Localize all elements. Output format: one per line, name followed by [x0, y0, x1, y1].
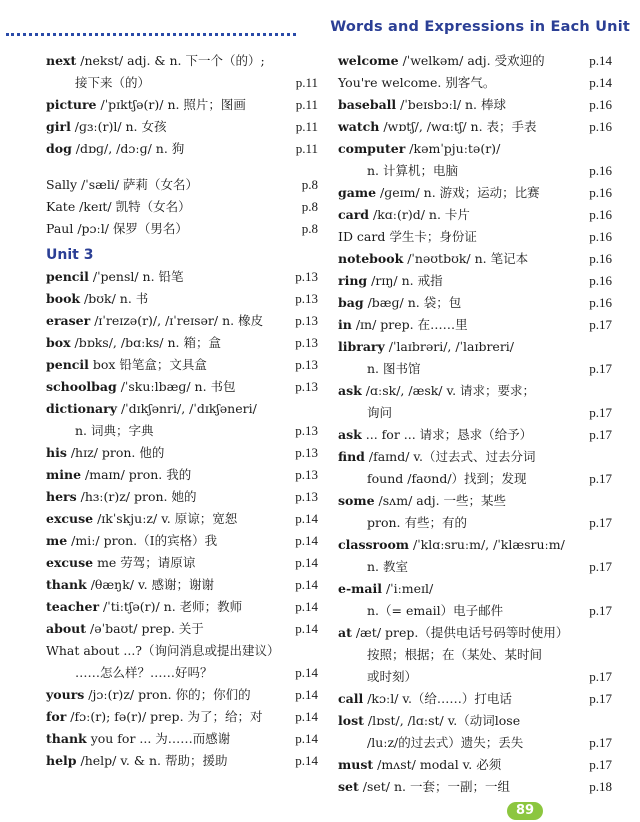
vocab-entry	[338, 468, 612, 490]
entry-page: p.17	[589, 691, 612, 706]
entry-text: n. 图书馆	[367, 361, 421, 376]
entry-text: some /sʌm/ adj. 一些；某些	[338, 493, 507, 508]
vocab-entry	[338, 292, 612, 314]
vocab-entry	[338, 622, 612, 644]
unit-heading: Unit 3	[46, 247, 94, 263]
entry-text: notebook /ˈnəʊtbʊk/ n. 笔记本	[338, 251, 529, 266]
entry-text: What about ...?（询问消息或提出建议）	[46, 643, 280, 658]
entry-page: p.17	[589, 735, 612, 750]
vocab-entry	[46, 442, 318, 464]
entry-page: p.13	[295, 467, 318, 482]
entry-text: picture /ˈpɪktʃə(r)/ n. 照片；图画	[46, 97, 246, 112]
vocab-entry	[338, 710, 612, 732]
spacer	[46, 160, 318, 174]
entry-page: p.17	[589, 471, 612, 486]
entry-page: p.17	[589, 603, 612, 618]
vocab-entry	[46, 420, 318, 442]
vocab-entry	[338, 138, 612, 160]
vocab-entry	[46, 196, 318, 218]
vocab-entry	[46, 662, 318, 684]
entry-text: baseball /ˈbeɪsbɔːl/ n. 棒球	[338, 97, 506, 112]
entry-text: welcome /ˈwelkəm/ adj. 受欢迎的	[338, 53, 545, 68]
entry-text: 或时刻）	[367, 669, 418, 684]
entry-text: n. 词典；字典	[75, 423, 154, 438]
vocab-entry	[46, 332, 318, 354]
vocab-entry	[338, 644, 612, 666]
entry-text: thank /θæŋk/ v. 感谢；谢谢	[46, 577, 215, 592]
entry-text: ……怎么样？……好吗？	[75, 665, 213, 680]
entry-page: p.16	[589, 273, 612, 288]
vocab-entry	[338, 94, 612, 116]
entry-text: 询问	[367, 405, 393, 420]
entry-page: p.16	[589, 163, 612, 178]
entry-page: p.14	[295, 621, 318, 636]
entry-page: p.13	[295, 423, 318, 438]
entry-text: Sally /ˈsæli/ 萨莉（女名）	[46, 177, 199, 192]
entry-text: help /help/ v. & n. 帮助；援助	[46, 753, 228, 768]
vocab-entry	[338, 556, 612, 578]
vocab-entry	[46, 116, 318, 138]
entry-page: p.14	[295, 511, 318, 526]
entry-page: p.11	[295, 75, 318, 90]
entry-text: 接下来（的）	[75, 75, 151, 90]
vocab-entry	[46, 94, 318, 116]
vocab-entry	[338, 490, 612, 512]
entry-text: excuse /ɪkˈskjuːz/ v. 原谅；宽恕	[46, 511, 238, 526]
vocab-entry	[338, 226, 612, 248]
entry-text: 按照；根据；在（某处、某时间	[367, 647, 543, 662]
vocab-entry	[46, 706, 318, 728]
entry-text: bag /bæɡ/ n. 袋；包	[338, 295, 462, 310]
right-group	[338, 50, 612, 798]
vocab-entry	[46, 464, 318, 486]
entry-text: me /miː/ pron.（I的宾格）我	[46, 533, 218, 548]
vocab-entry	[338, 358, 612, 380]
vocab-entry	[46, 376, 318, 398]
entry-text: ask /ɑːsk/, /æsk/ v. 请求；要求；	[338, 383, 536, 398]
entry-page: p.16	[589, 119, 612, 134]
entry-text: his /hɪz/ pron. 他的	[46, 445, 165, 460]
vocab-entry	[338, 666, 612, 688]
vocab-entry	[338, 754, 612, 776]
entry-page: p.14	[295, 555, 318, 570]
entry-page: p.14	[295, 687, 318, 702]
left-column	[46, 50, 318, 772]
entry-text: pron. 有些；有的	[367, 515, 468, 530]
vocab-entry	[338, 776, 612, 798]
entry-page: p.13	[295, 335, 318, 350]
vocab-entry	[338, 270, 612, 292]
entry-page: p.14	[295, 665, 318, 680]
entry-text: eraser /ɪˈreɪzə(r)/, /ɪˈreɪsər/ n. 橡皮	[46, 313, 264, 328]
entry-text: library /ˈlaɪbrəri/, /ˈlaɪbreri/	[338, 339, 515, 354]
entry-text: /luːz/的过去式）遗失；丢失	[367, 735, 524, 750]
vocab-entry	[338, 248, 612, 270]
entry-page: p.11	[295, 141, 318, 156]
vocab-entry	[338, 336, 612, 358]
entry-page: p.18	[589, 779, 612, 794]
page-number-badge: 89	[507, 802, 543, 820]
vocab-entry	[46, 174, 318, 196]
entry-page: p.17	[589, 559, 612, 574]
vocab-entry	[46, 218, 318, 240]
vocab-entry	[46, 354, 318, 376]
entry-page: p.13	[295, 269, 318, 284]
vocab-entry	[338, 160, 612, 182]
vocab-entry	[338, 402, 612, 424]
header-title: Words and Expressions in Each Unit	[330, 19, 630, 35]
entry-page: p.13	[295, 291, 318, 306]
entry-page: p.14	[295, 533, 318, 548]
entry-text: n.（= email）电子邮件	[367, 603, 504, 618]
entry-text: pencil /ˈpensl/ n. 铅笔	[46, 269, 184, 284]
entry-page: p.11	[295, 119, 318, 134]
entry-text: call /kɔːl/ v.（给……）打电话	[338, 691, 512, 706]
vocab-entry	[338, 50, 612, 72]
entry-text: found /faʊnd/）找到；发现	[367, 471, 527, 486]
entry-text: yours /jɔː(r)z/ pron. 你的；你们的	[46, 687, 251, 702]
dotted-rule	[6, 33, 296, 36]
entry-text: thank you for ... 为……而感谢	[46, 731, 231, 746]
entry-text: n. 教室	[367, 559, 408, 574]
entry-page: p.14	[295, 709, 318, 724]
vocab-entry	[46, 640, 318, 662]
entry-page: p.8	[301, 221, 318, 236]
entry-page: p.16	[589, 207, 612, 222]
vocab-entry	[46, 486, 318, 508]
vocab-entry	[338, 600, 612, 622]
entry-text: You're welcome. 别客气。	[338, 75, 496, 90]
vocab-entry	[46, 728, 318, 750]
entry-page: p.13	[295, 357, 318, 372]
entry-text: next /nekst/ adj. & n. 下一个（的）;	[46, 53, 265, 68]
entry-page: p.13	[295, 489, 318, 504]
names-group	[46, 174, 318, 240]
entry-page: p.14	[589, 75, 612, 90]
entry-text: mine /maɪn/ pron. 我的	[46, 467, 192, 482]
entry-text: book /bʊk/ n. 书	[46, 291, 149, 306]
entry-page: p.14	[295, 731, 318, 746]
entry-text: pencil box 铅笔盒；文具盒	[46, 357, 207, 372]
vocab-entry	[46, 50, 318, 72]
vocab-entry	[338, 534, 612, 556]
vocab-entry	[338, 204, 612, 226]
entry-page: p.13	[295, 379, 318, 394]
entry-page: p.8	[301, 199, 318, 214]
right-column	[338, 50, 612, 798]
entry-text: hers /hɜː(r)z/ pron. 她的	[46, 489, 197, 504]
entry-text: excuse me 劳驾；请原谅	[46, 555, 196, 570]
entry-text: Paul /pɔːl/ 保罗（男名）	[46, 221, 188, 236]
entry-page: p.17	[589, 669, 612, 684]
vocab-entry	[338, 512, 612, 534]
entry-text: card /kɑː(r)d/ n. 卡片	[338, 207, 470, 222]
vocab-entry	[338, 446, 612, 468]
entry-page: p.17	[589, 405, 612, 420]
entry-text: at /æt/ prep.（提供电话号码等时使用）	[338, 625, 569, 640]
entry-page: p.16	[589, 97, 612, 112]
entry-text: must /mʌst/ modal v. 必须	[338, 757, 502, 772]
vocab-entry	[46, 552, 318, 574]
entry-page: p.8	[301, 177, 318, 192]
entry-page: p.16	[589, 229, 612, 244]
entry-page: p.14	[295, 577, 318, 592]
entry-text: find /faɪnd/ v.（过去式、过去分词	[338, 449, 536, 464]
entry-text: game /ɡeɪm/ n. 游戏；运动；比赛	[338, 185, 540, 200]
entry-text: about /əˈbaʊt/ prep. 关于	[46, 621, 204, 636]
vocab-entry	[338, 72, 612, 94]
vocab-entry	[46, 508, 318, 530]
vocab-entry	[46, 310, 318, 332]
vocab-entry	[46, 288, 318, 310]
entry-text: classroom /ˈklɑːsruːm/, /ˈklæsruːm/	[338, 537, 565, 552]
entry-text: computer /kəmˈpjuːtə(r)/	[338, 141, 501, 156]
entry-text: set /set/ n. 一套；一副；一组	[338, 779, 510, 794]
entry-text: schoolbag /ˈskuːlbæɡ/ n. 书包	[46, 379, 236, 394]
vocab-entry	[46, 530, 318, 552]
entry-text: ring /rɪŋ/ n. 戒指	[338, 273, 443, 288]
entry-text: e-mail /ˈiːmeɪl/	[338, 581, 434, 596]
vocab-entry	[46, 750, 318, 772]
entry-page: p.16	[589, 295, 612, 310]
entry-page: p.17	[589, 317, 612, 332]
vocab-entry	[46, 596, 318, 618]
vocab-entry	[46, 574, 318, 596]
entry-page: p.17	[589, 757, 612, 772]
vocab-entry	[46, 72, 318, 94]
entry-page: p.17	[589, 361, 612, 376]
entry-page: p.13	[295, 445, 318, 460]
page-header	[0, 0, 640, 52]
vocab-entry	[338, 314, 612, 336]
entry-page: p.13	[295, 313, 318, 328]
vocab-entry	[338, 116, 612, 138]
entry-page: p.16	[589, 251, 612, 266]
entry-text: lost /lɒst/, /lɑːst/ v.（动词lose	[338, 713, 521, 728]
entry-text: watch /wɒtʃ/, /wɑːtʃ/ n. 表；手表	[338, 119, 537, 134]
entry-text: dog /dɒɡ/, /dɔːɡ/ n. 狗	[46, 141, 185, 156]
entry-page: p.11	[295, 97, 318, 112]
entry-text: girl /ɡɜː(r)l/ n. 女孩	[46, 119, 167, 134]
entry-page: p.14	[295, 753, 318, 768]
vocab-entry	[46, 398, 318, 420]
entry-text: n. 计算机；电脑	[367, 163, 458, 178]
entry-page: p.16	[589, 185, 612, 200]
entry-text: for /fɔː(r); fə(r)/ prep. 为了；给；对	[46, 709, 263, 724]
vocab-entry	[46, 684, 318, 706]
vocab-entry	[338, 732, 612, 754]
entry-text: ID card 学生卡；身份证	[338, 229, 477, 244]
entry-page: p.14	[589, 53, 612, 68]
vocab-entry	[46, 266, 318, 288]
entry-text: Kate /keɪt/ 凯特（女名）	[46, 199, 191, 214]
entry-text: teacher /ˈtiːtʃə(r)/ n. 老师；教师	[46, 599, 243, 614]
vocab-entry	[338, 578, 612, 600]
entry-text: dictionary /ˈdɪkʃənri/, /ˈdɪkʃəneri/	[46, 401, 257, 416]
vocab-entry	[338, 380, 612, 402]
entry-text: in /ɪn/ prep. 在……里	[338, 317, 468, 332]
entry-page: p.14	[295, 599, 318, 614]
vocab-entry	[46, 618, 318, 640]
vocab-entry	[338, 182, 612, 204]
unit3-group	[46, 266, 318, 772]
entry-page: p.17	[589, 515, 612, 530]
left-top-group	[46, 50, 318, 160]
entry-page: p.17	[589, 427, 612, 442]
entry-text: box /bɒks/, /bɑːks/ n. 箱；盒	[46, 335, 221, 350]
vocab-entry	[46, 138, 318, 160]
entry-text: ask ... for ... 请求；恳求（给予）	[338, 427, 533, 442]
vocab-entry	[338, 688, 612, 710]
vocab-entry	[338, 424, 612, 446]
